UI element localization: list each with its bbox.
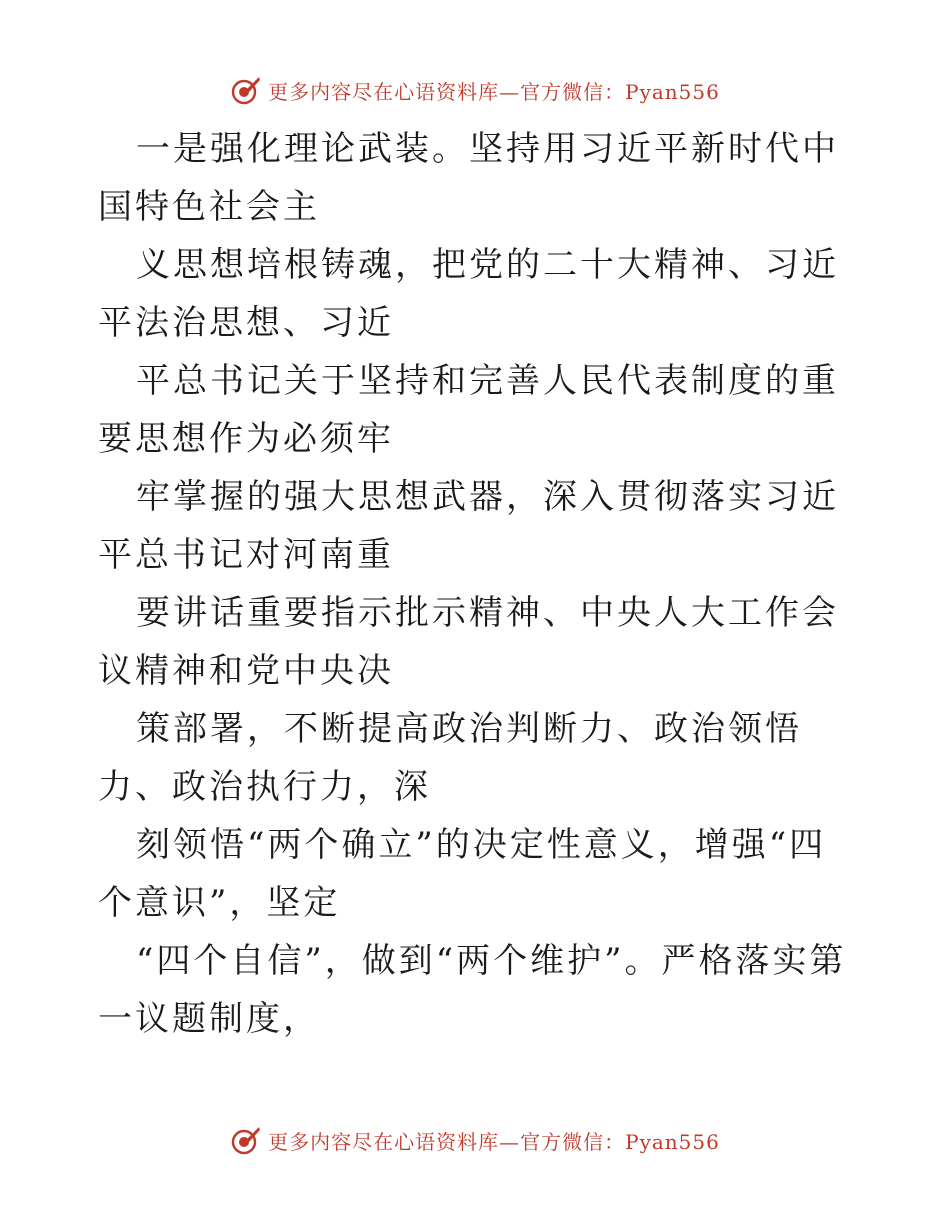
paragraph-8: “四个自信”，做到“两个维护”。严格落实第一议题制度，: [98, 941, 847, 1039]
header-banner-text: 更多内容尽在心语资料库—官方微信：Pyan556: [268, 79, 720, 104]
document-body: [98, 120, 858, 1048]
quill-seal-icon: [230, 74, 262, 106]
paragraph-3: 平总书记关于坚持和完善人民代表制度的重要思想作为必须牢: [98, 361, 839, 459]
paragraph-5: 要讲话重要指示批示精神、中央人大工作会议精神和党中央决: [98, 593, 839, 691]
header-banner: [0, 70, 950, 110]
paragraph-2: 义思想培根铸魂，把党的二十大精神、习近平法治思想、习近: [98, 245, 839, 343]
paragraph-4: 牢掌握的强大思想武器，深入贯彻落实习近平总书记对河南重: [98, 477, 839, 575]
paragraph-6: 策部署，不断提高政治判断力、政治领悟力、政治执行力，深: [98, 709, 802, 807]
paragraph-7: 刻领悟“两个确立”的决定性意义，增强“四个意识”，坚定: [98, 825, 827, 923]
quill-seal-icon: [230, 1124, 262, 1156]
footer-banner: [0, 1120, 950, 1160]
paragraph-1: 一是强化理论武装。坚持用习近平新时代中国特色社会主: [98, 129, 839, 227]
footer-banner-text: 更多内容尽在心语资料库—官方微信：Pyan556: [268, 1129, 720, 1154]
